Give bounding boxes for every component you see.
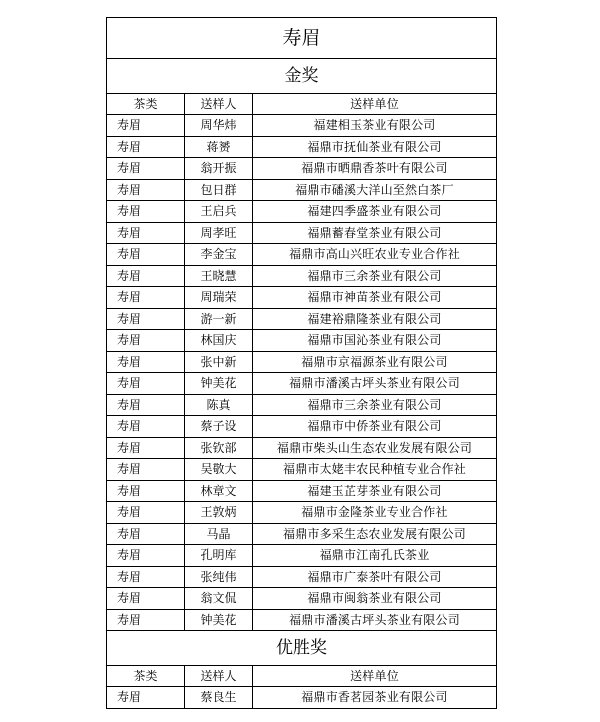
- table-row: [107, 330, 497, 352]
- column-header-sender: 送样人: [185, 666, 253, 687]
- column-header-unit: 送样单位: [253, 666, 497, 687]
- cell-sender: 王启兵: [185, 201, 253, 223]
- cell-category: 寿眉: [107, 480, 185, 502]
- cell-unit: 福鼎市三余茶业有限公司: [253, 394, 497, 416]
- table-row: [107, 222, 497, 244]
- column-header-row: [107, 94, 497, 115]
- cell-category: 寿眉: [107, 545, 185, 567]
- cell-category: 寿眉: [107, 437, 185, 459]
- section-title: 优胜奖: [107, 631, 497, 666]
- cell-category: 寿眉: [107, 201, 185, 223]
- cell-sender: 周瑞荣: [185, 287, 253, 309]
- cell-unit: 福鼎市三余茶业有限公司: [253, 265, 497, 287]
- table-row: [107, 394, 497, 416]
- table-row: [107, 502, 497, 524]
- cell-sender: 周华炜: [185, 115, 253, 137]
- cell-unit: 福建相玉茶业有限公司: [253, 115, 497, 137]
- cell-sender: 翁文侃: [185, 588, 253, 610]
- cell-category: 寿眉: [107, 351, 185, 373]
- cell-sender: 王敦炳: [185, 502, 253, 524]
- cell-unit: 福鼎市国沁茶业有限公司: [253, 330, 497, 352]
- table-row: [107, 609, 497, 631]
- table-row: [107, 687, 497, 709]
- table-row: [107, 373, 497, 395]
- table-row: [107, 437, 497, 459]
- cell-category: 寿眉: [107, 609, 185, 631]
- cell-category: 寿眉: [107, 459, 185, 481]
- table-row: [107, 416, 497, 438]
- column-header-category: 茶类: [107, 94, 185, 115]
- cell-category: 寿眉: [107, 136, 185, 158]
- cell-category: 寿眉: [107, 265, 185, 287]
- cell-sender: 蔡良生: [185, 687, 253, 709]
- table-row: [107, 136, 497, 158]
- cell-sender: 吴敬大: [185, 459, 253, 481]
- cell-category: 寿眉: [107, 373, 185, 395]
- cell-unit: 福鼎市晒鼎香茶叶有限公司: [253, 158, 497, 180]
- table-row: [107, 480, 497, 502]
- title-row: [107, 18, 497, 59]
- cell-unit: 福鼎市闽翁茶业有限公司: [253, 588, 497, 610]
- cell-sender: 蔡子设: [185, 416, 253, 438]
- cell-category: 寿眉: [107, 523, 185, 545]
- cell-category: 寿眉: [107, 244, 185, 266]
- cell-unit: 福鼎市中侨茶业有限公司: [253, 416, 497, 438]
- table-row: [107, 244, 497, 266]
- cell-unit: 福鼎市太姥丰农民种植专业合作社: [253, 459, 497, 481]
- cell-unit: 福鼎市高山兴旺农业专业合作社: [253, 244, 497, 266]
- table-row: [107, 566, 497, 588]
- cell-category: 寿眉: [107, 566, 185, 588]
- cell-category: 寿眉: [107, 416, 185, 438]
- cell-unit: 福鼎市京福源茶业有限公司: [253, 351, 497, 373]
- cell-category: 寿眉: [107, 394, 185, 416]
- column-header-row: [107, 666, 497, 687]
- cell-category: 寿眉: [107, 588, 185, 610]
- cell-sender: 张纯伟: [185, 566, 253, 588]
- cell-sender: 游一新: [185, 308, 253, 330]
- cell-sender: 翁开振: [185, 158, 253, 180]
- table-row: [107, 158, 497, 180]
- award-table-body: [107, 18, 497, 709]
- cell-sender: 钟美花: [185, 609, 253, 631]
- cell-sender: 张中新: [185, 351, 253, 373]
- table-row: [107, 588, 497, 610]
- cell-unit: 福鼎市香茗园茶业有限公司: [253, 687, 497, 709]
- section-header-row: [107, 631, 497, 666]
- cell-sender: 李金宝: [185, 244, 253, 266]
- cell-unit: 福鼎市柴头山生态农业发展有限公司: [253, 437, 497, 459]
- cell-category: 寿眉: [107, 179, 185, 201]
- cell-sender: 包日群: [185, 179, 253, 201]
- cell-unit: 福鼎市金隆茶业专业合作社: [253, 502, 497, 524]
- cell-category: 寿眉: [107, 687, 185, 709]
- cell-category: 寿眉: [107, 308, 185, 330]
- cell-sender: 马晶: [185, 523, 253, 545]
- cell-unit: 福鼎市潘溪古坪头茶业有限公司: [253, 373, 497, 395]
- column-header-sender: 送样人: [185, 94, 253, 115]
- cell-unit: 福鼎市广泰茶叶有限公司: [253, 566, 497, 588]
- cell-unit: 福建裕鼎隆茶业有限公司: [253, 308, 497, 330]
- cell-category: 寿眉: [107, 115, 185, 137]
- cell-unit: 福鼎市磻溪大洋山至然白茶厂: [253, 179, 497, 201]
- cell-sender: 王晓慧: [185, 265, 253, 287]
- cell-unit: 福鼎市神苗茶业有限公司: [253, 287, 497, 309]
- cell-unit: 福建玉芷芽茶业有限公司: [253, 480, 497, 502]
- section-header-row: [107, 59, 497, 94]
- cell-unit: 福鼎市多采生态农业发展有限公司: [253, 523, 497, 545]
- cell-category: 寿眉: [107, 158, 185, 180]
- column-header-unit: 送样单位: [253, 94, 497, 115]
- cell-sender: 周孝旺: [185, 222, 253, 244]
- cell-category: 寿眉: [107, 287, 185, 309]
- cell-sender: 陈真: [185, 394, 253, 416]
- table-row: [107, 545, 497, 567]
- cell-sender: 林国庆: [185, 330, 253, 352]
- table-row: [107, 308, 497, 330]
- table-row: [107, 459, 497, 481]
- table-row: [107, 265, 497, 287]
- table-row: [107, 523, 497, 545]
- cell-unit: 福建四季盛茶业有限公司: [253, 201, 497, 223]
- cell-sender: 钟美花: [185, 373, 253, 395]
- table-row: [107, 201, 497, 223]
- section-title: 金奖: [107, 59, 497, 94]
- cell-category: 寿眉: [107, 330, 185, 352]
- cell-unit: 福鼎市抚仙茶业有限公司: [253, 136, 497, 158]
- cell-unit: 福鼎市江南孔氏茶业: [253, 545, 497, 567]
- table-row: [107, 287, 497, 309]
- cell-sender: 孔明库: [185, 545, 253, 567]
- column-header-category: 茶类: [107, 666, 185, 687]
- table-row: [107, 179, 497, 201]
- cell-sender: 蒋赟: [185, 136, 253, 158]
- table-row: [107, 351, 497, 373]
- table-row: [107, 115, 497, 137]
- cell-sender: 张钦部: [185, 437, 253, 459]
- cell-unit: 福鼎蓄春堂茶业有限公司: [253, 222, 497, 244]
- cell-category: 寿眉: [107, 222, 185, 244]
- page-title: 寿眉: [107, 18, 497, 59]
- cell-category: 寿眉: [107, 502, 185, 524]
- cell-unit: 福鼎市潘溪古坪头茶业有限公司: [253, 609, 497, 631]
- award-table: [106, 17, 497, 709]
- cell-sender: 林章文: [185, 480, 253, 502]
